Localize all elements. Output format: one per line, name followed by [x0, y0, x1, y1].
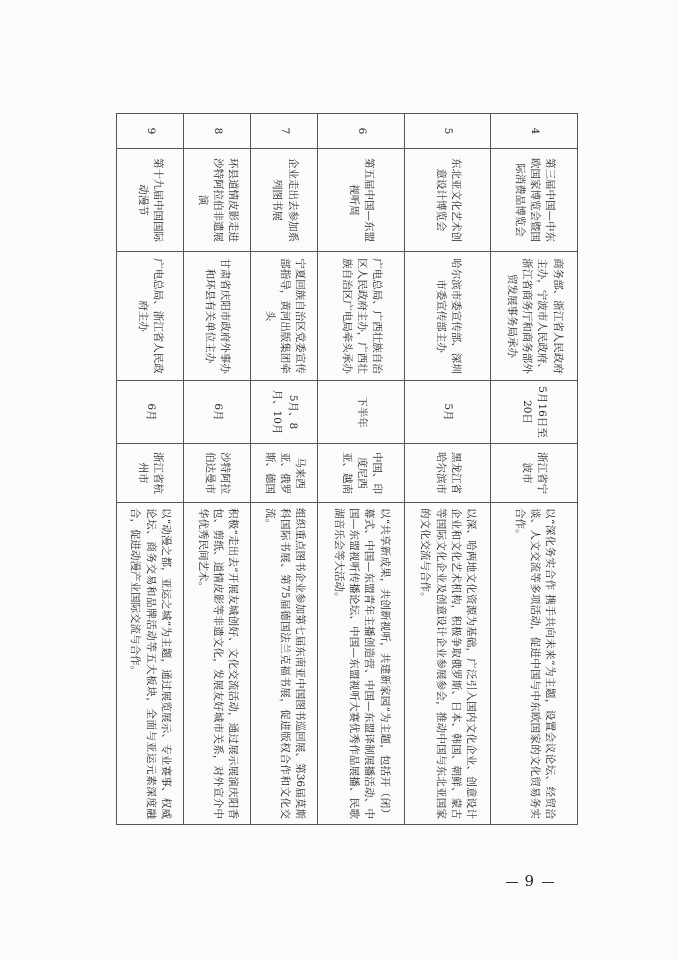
event-name: 第三届中国—中东欧国家博览会暨国际消费品博览会 [491, 149, 578, 252]
event-description: 以“共享新成果，共创新视听，共建新家园”为主题，包括开（闭）幕式、中国—东盟青年主播创造营、中国—东盟译制展播活动、中国—东盟视听传播论坛、中国—东盟视听大赛优秀作品展播、民歌湖音乐会等大活动。 [318, 503, 405, 825]
event-description: 积极“走出去”开展友城创好、文化交流活动，通过展示展演庆阳香包、剪纸、道情皮影等非遗文化，发展友好城市关系，对外宣介中华优秀民间艺术。 [184, 503, 251, 825]
event-time: 6月 [184, 381, 251, 444]
event-description: 组织重点图书企业参加第七届东南亚中国图书巡回展、第36届莫斯科国际书展、第75届德国法兰克福书展，促进版权合作和文化交流。 [251, 503, 318, 825]
page-number-value: 9 [524, 872, 536, 890]
event-time: 5月16日至20日 [491, 381, 578, 444]
event-organizer: 宁夏回族自治区党委宣传部指导，黄河出版集团牵头 [251, 252, 318, 381]
event-place: 马来西亚、俄罗斯、德国 [251, 444, 318, 503]
table-row [318, 114, 405, 825]
table-row [184, 114, 251, 825]
row-number: 4 [491, 114, 578, 149]
row-number: 8 [184, 114, 251, 149]
event-organizer: 广电总局、浙江省人民政府主办 [117, 252, 184, 381]
row-number: 7 [251, 114, 318, 149]
event-name: 第十九届中国国际动漫节 [117, 149, 184, 252]
event-description: 以“动漫之都，亚运之城”为主题，通过展览展示、专业赛事、权威论坛、商务交易和品牌活动等五大板块，全面与亚运元素深度融合，促进动漫产业国际交流与合作。 [117, 503, 184, 825]
event-place: 浙江省杭州市 [117, 444, 184, 503]
event-description: 以深、哈两地文化资源为基础，广泛引入国内文化企业、创意设计企业和文化艺术机构，积极争取俄罗斯、日本、韩国、朝鲜、蒙古等国际文化企业及创意设计企业参展参会，推动中国与东北亚国家的文化交流与合作。 [404, 503, 491, 825]
page-number [500, 872, 560, 890]
table-row [404, 114, 491, 825]
event-name: 环县道情皮影走进沙特阿拉伯非遗展演 [184, 149, 251, 252]
event-description: 以“深化务实合作 携手共向未来”为主题，设置会议论坛、经贸洽谈、人文交流等多项活动，促进中国与中东欧国家的文化贸易务实合作。 [491, 503, 578, 825]
table-row [251, 114, 318, 825]
event-place: 沙特阿拉伯达曼市 [184, 444, 251, 503]
rotated-table-container [116, 113, 578, 825]
row-number: 9 [117, 114, 184, 149]
events-table [116, 113, 578, 825]
table-row [491, 114, 578, 825]
event-name: 第五届中国—东盟视听周 [318, 149, 405, 252]
dash-left [506, 882, 518, 883]
event-organizer: 甘肃省庆阳市政府外事办和环县有关单位主办 [184, 252, 251, 381]
event-place: 中国、印度尼西亚、越南 [318, 444, 405, 503]
event-time: 5月、8月、10月 [251, 381, 318, 444]
event-place: 黑龙江省哈尔滨市 [404, 444, 491, 503]
event-name: 东北亚文化艺术创意设计博览会 [404, 149, 491, 252]
table-row [117, 114, 184, 825]
event-organizer: 广电总局、广西壮族自治区人民政府主办，广西壮族自治区广电局牵头承办 [318, 252, 405, 381]
dash-right [542, 882, 554, 883]
row-number: 6 [318, 114, 405, 149]
event-place: 浙江省宁波市 [491, 444, 578, 503]
event-time: 下半年 [318, 381, 405, 444]
event-time: 6月 [117, 381, 184, 444]
event-organizer: 商务部、浙江省人民政府主办，宁波市人民政府、浙江省商务厅和商务部外贸发展事务局承办 [491, 252, 578, 381]
event-name: 企业走出去参加系列图书展 [251, 149, 318, 252]
event-time: 5月 [404, 381, 491, 444]
event-organizer: 哈尔滨市委宣传部、深圳市委宣传部主办 [404, 252, 491, 381]
row-number: 5 [404, 114, 491, 149]
